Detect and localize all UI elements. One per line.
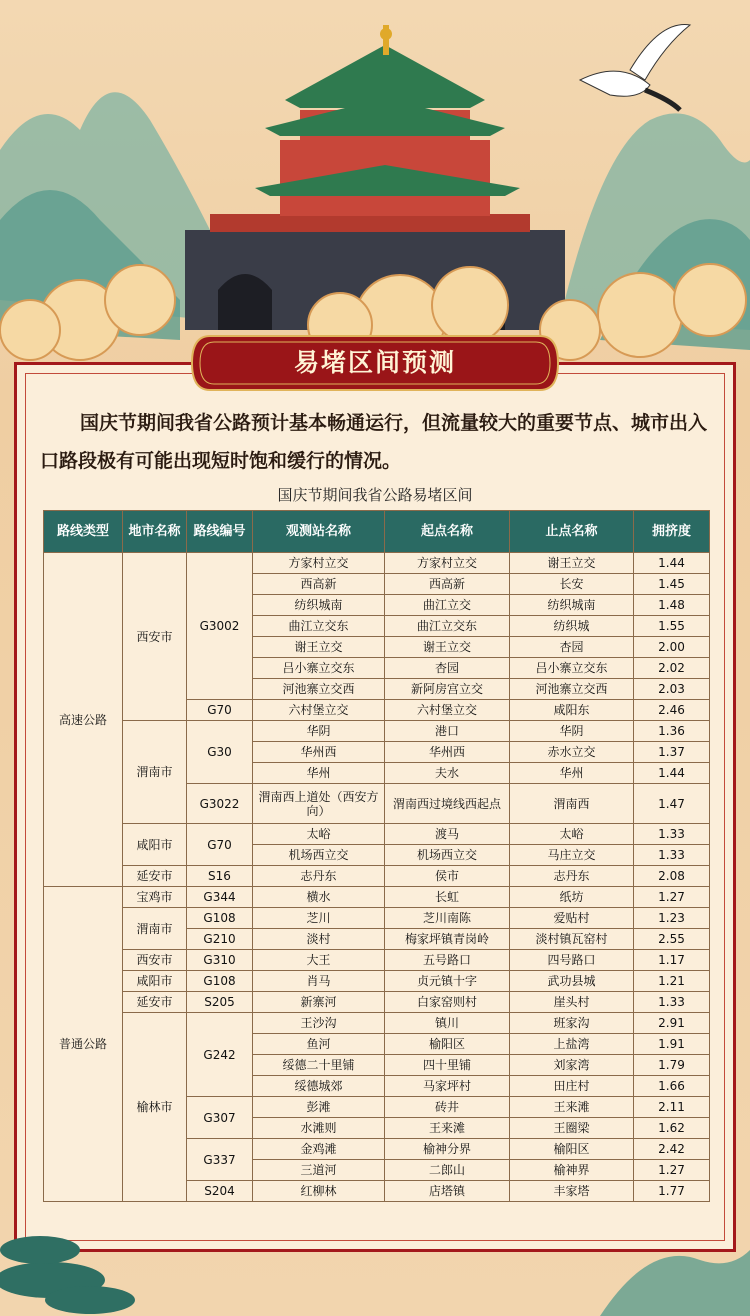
congestion-cell: 1.33 [634, 992, 710, 1013]
congestion-cell: 1.27 [634, 887, 710, 908]
congestion-cell: 1.45 [634, 574, 710, 595]
start-cell: 长虹 [385, 887, 510, 908]
route-cell: G3022 [187, 784, 253, 824]
station-cell: 西高新 [253, 574, 385, 595]
congestion-cell: 1.21 [634, 971, 710, 992]
congestion-cell: 1.48 [634, 595, 710, 616]
end-cell: 马庄立交 [510, 845, 634, 866]
congestion-cell: 2.02 [634, 658, 710, 679]
header-route-no: 路线编号 [187, 511, 253, 553]
station-cell: 芝川 [253, 908, 385, 929]
station-cell: 绥德二十里铺 [253, 1055, 385, 1076]
city-cell: 榆林市 [123, 1013, 187, 1202]
congestion-cell: 1.27 [634, 1160, 710, 1181]
start-cell: 曲江立交 [385, 595, 510, 616]
congestion-cell: 2.08 [634, 866, 710, 887]
start-cell: 机场西立交 [385, 845, 510, 866]
end-cell: 纺织城 [510, 616, 634, 637]
crane-icon [580, 25, 690, 110]
end-cell: 王圈梁 [510, 1118, 634, 1139]
start-cell: 砖井 [385, 1097, 510, 1118]
end-cell: 赤水立交 [510, 742, 634, 763]
station-cell: 肖马 [253, 971, 385, 992]
station-cell: 王沙沟 [253, 1013, 385, 1034]
route-cell: G307 [187, 1097, 253, 1139]
end-cell: 淡村镇瓦窑村 [510, 929, 634, 950]
start-cell: 方家村立交 [385, 553, 510, 574]
congestion-cell: 1.66 [634, 1076, 710, 1097]
table-row [44, 824, 710, 845]
end-cell: 班家沟 [510, 1013, 634, 1034]
start-cell: 榆阳区 [385, 1034, 510, 1055]
congestion-table [43, 510, 710, 1202]
table-title: 国庆节期间我省公路易堵区间 [277, 486, 473, 504]
table-row [44, 992, 710, 1013]
station-cell: 太峪 [253, 824, 385, 845]
start-cell: 贞元镇十字 [385, 971, 510, 992]
route-type-cell: 普通公路 [44, 887, 123, 1202]
start-cell: 曲江立交东 [385, 616, 510, 637]
station-cell: 金鸡滩 [253, 1139, 385, 1160]
start-cell: 谢王立交 [385, 637, 510, 658]
header-city: 地市名称 [123, 511, 187, 553]
city-cell: 渭南市 [123, 908, 187, 950]
congestion-cell: 1.47 [634, 784, 710, 824]
congestion-cell: 2.42 [634, 1139, 710, 1160]
congestion-cell: 2.00 [634, 637, 710, 658]
station-cell: 淡村 [253, 929, 385, 950]
table-row [44, 908, 710, 929]
end-cell: 纺织城南 [510, 595, 634, 616]
end-cell: 吕小寨立交东 [510, 658, 634, 679]
station-cell: 红柳林 [253, 1181, 385, 1202]
table-header-row [44, 511, 710, 553]
intro-paragraph: 国庆节期间我省公路预计基本畅通运行，但流量较大的重要节点、城市出入口路段极有可能出现短时饱和缓行的情况。 [40, 412, 708, 472]
station-cell: 横水 [253, 887, 385, 908]
end-cell: 华阴 [510, 721, 634, 742]
route-cell: G210 [187, 929, 253, 950]
station-cell: 曲江立交东 [253, 616, 385, 637]
end-cell: 长安 [510, 574, 634, 595]
header-station: 观测站名称 [253, 511, 385, 553]
pine-tree-icon [0, 1236, 135, 1314]
end-cell: 榆阳区 [510, 1139, 634, 1160]
station-cell: 机场西立交 [253, 845, 385, 866]
station-cell: 谢王立交 [253, 637, 385, 658]
table-row [44, 866, 710, 887]
header-start: 起点名称 [385, 511, 510, 553]
congestion-cell: 2.91 [634, 1013, 710, 1034]
end-cell: 渭南西 [510, 784, 634, 824]
start-cell: 新阿房宫立交 [385, 679, 510, 700]
hero-illustration [0, 0, 750, 380]
congestion-cell: 1.62 [634, 1118, 710, 1139]
start-cell: 榆神分界 [385, 1139, 510, 1160]
end-cell: 纸坊 [510, 887, 634, 908]
table-row [44, 553, 710, 574]
start-cell: 梅家坪镇青岗岭 [385, 929, 510, 950]
start-cell: 马家坪村 [385, 1076, 510, 1097]
end-cell: 武功县城 [510, 971, 634, 992]
route-cell: S204 [187, 1181, 253, 1202]
congestion-cell: 1.33 [634, 824, 710, 845]
route-cell: G70 [187, 824, 253, 866]
congestion-cell: 2.55 [634, 929, 710, 950]
table-row [44, 721, 710, 742]
station-cell: 华阴 [253, 721, 385, 742]
end-cell: 四号路口 [510, 950, 634, 971]
start-cell: 杏园 [385, 658, 510, 679]
congestion-cell: 1.37 [634, 742, 710, 763]
station-cell: 吕小寨立交东 [253, 658, 385, 679]
station-cell: 华州西 [253, 742, 385, 763]
end-cell: 太峪 [510, 824, 634, 845]
start-cell: 侯市 [385, 866, 510, 887]
end-cell: 志丹东 [510, 866, 634, 887]
congestion-cell: 1.44 [634, 553, 710, 574]
station-cell: 大王 [253, 950, 385, 971]
station-cell: 纺织城南 [253, 595, 385, 616]
congestion-cell: 1.44 [634, 763, 710, 784]
city-cell: 咸阳市 [123, 971, 187, 992]
city-cell: 宝鸡市 [123, 887, 187, 908]
route-cell: G337 [187, 1139, 253, 1181]
route-cell: G108 [187, 971, 253, 992]
start-cell: 六村堡立交 [385, 700, 510, 721]
congestion-cell: 1.36 [634, 721, 710, 742]
end-cell: 杏园 [510, 637, 634, 658]
end-cell: 河池寨立交西 [510, 679, 634, 700]
city-cell: 延安市 [123, 866, 187, 887]
city-cell: 咸阳市 [123, 824, 187, 866]
station-cell: 志丹东 [253, 866, 385, 887]
end-cell: 榆神界 [510, 1160, 634, 1181]
congestion-cell: 1.91 [634, 1034, 710, 1055]
end-cell: 咸阳东 [510, 700, 634, 721]
city-cell: 西安市 [123, 553, 187, 721]
route-cell: G3002 [187, 553, 253, 700]
city-cell: 渭南市 [123, 721, 187, 824]
route-cell: G70 [187, 700, 253, 721]
end-cell: 上盐湾 [510, 1034, 634, 1055]
station-cell: 河池寨立交西 [253, 679, 385, 700]
start-cell: 港口 [385, 721, 510, 742]
station-cell: 新寨河 [253, 992, 385, 1013]
end-cell: 田庄村 [510, 1076, 634, 1097]
route-cell: G344 [187, 887, 253, 908]
congestion-cell: 2.03 [634, 679, 710, 700]
header-congestion: 拥挤度 [634, 511, 710, 553]
route-cell: S16 [187, 866, 253, 887]
header-route-type: 路线类型 [44, 511, 123, 553]
congestion-cell: 2.11 [634, 1097, 710, 1118]
header-end: 止点名称 [510, 511, 634, 553]
route-type-cell: 高速公路 [44, 553, 123, 887]
station-cell: 六村堡立交 [253, 700, 385, 721]
start-cell: 二郎山 [385, 1160, 510, 1181]
congestion-cell: 1.17 [634, 950, 710, 971]
congestion-cell: 1.55 [634, 616, 710, 637]
route-cell: G108 [187, 908, 253, 929]
table-row [44, 887, 710, 908]
start-cell: 镇川 [385, 1013, 510, 1034]
end-cell: 谢王立交 [510, 553, 634, 574]
station-cell: 绥德城郊 [253, 1076, 385, 1097]
start-cell: 西高新 [385, 574, 510, 595]
table-row [44, 971, 710, 992]
start-cell: 渡马 [385, 824, 510, 845]
start-cell: 白家窑则村 [385, 992, 510, 1013]
congestion-cell: 1.79 [634, 1055, 710, 1076]
station-cell: 渭南西上道处（西安方向） [253, 784, 385, 824]
route-cell: S205 [187, 992, 253, 1013]
station-cell: 方家村立交 [253, 553, 385, 574]
route-cell: G242 [187, 1013, 253, 1097]
route-cell: G30 [187, 721, 253, 784]
start-cell: 五号路口 [385, 950, 510, 971]
station-cell: 鱼河 [253, 1034, 385, 1055]
station-cell: 三道河 [253, 1160, 385, 1181]
end-cell: 王来滩 [510, 1097, 634, 1118]
station-cell: 华州 [253, 763, 385, 784]
end-cell: 丰家塔 [510, 1181, 634, 1202]
start-cell: 四十里铺 [385, 1055, 510, 1076]
start-cell: 华州西 [385, 742, 510, 763]
start-cell: 夫水 [385, 763, 510, 784]
congestion-cell: 2.46 [634, 700, 710, 721]
city-cell: 延安市 [123, 992, 187, 1013]
bottom-decoration [0, 1200, 750, 1316]
station-cell: 彭滩 [253, 1097, 385, 1118]
end-cell: 爱贴村 [510, 908, 634, 929]
start-cell: 渭南西过境线西起点 [385, 784, 510, 824]
start-cell: 芝川南陈 [385, 908, 510, 929]
table-row [44, 1013, 710, 1034]
end-cell: 刘家湾 [510, 1055, 634, 1076]
congestion-cell: 1.23 [634, 908, 710, 929]
mountain-icon [600, 1250, 750, 1316]
page-title: 易堵区间预测 [293, 348, 456, 377]
end-cell: 崖头村 [510, 992, 634, 1013]
start-cell: 王来滩 [385, 1118, 510, 1139]
table-row [44, 950, 710, 971]
start-cell: 店塔镇 [385, 1181, 510, 1202]
city-cell: 西安市 [123, 950, 187, 971]
end-cell: 华州 [510, 763, 634, 784]
route-cell: G310 [187, 950, 253, 971]
congestion-cell: 1.33 [634, 845, 710, 866]
station-cell: 水滩则 [253, 1118, 385, 1139]
congestion-cell: 1.77 [634, 1181, 710, 1202]
